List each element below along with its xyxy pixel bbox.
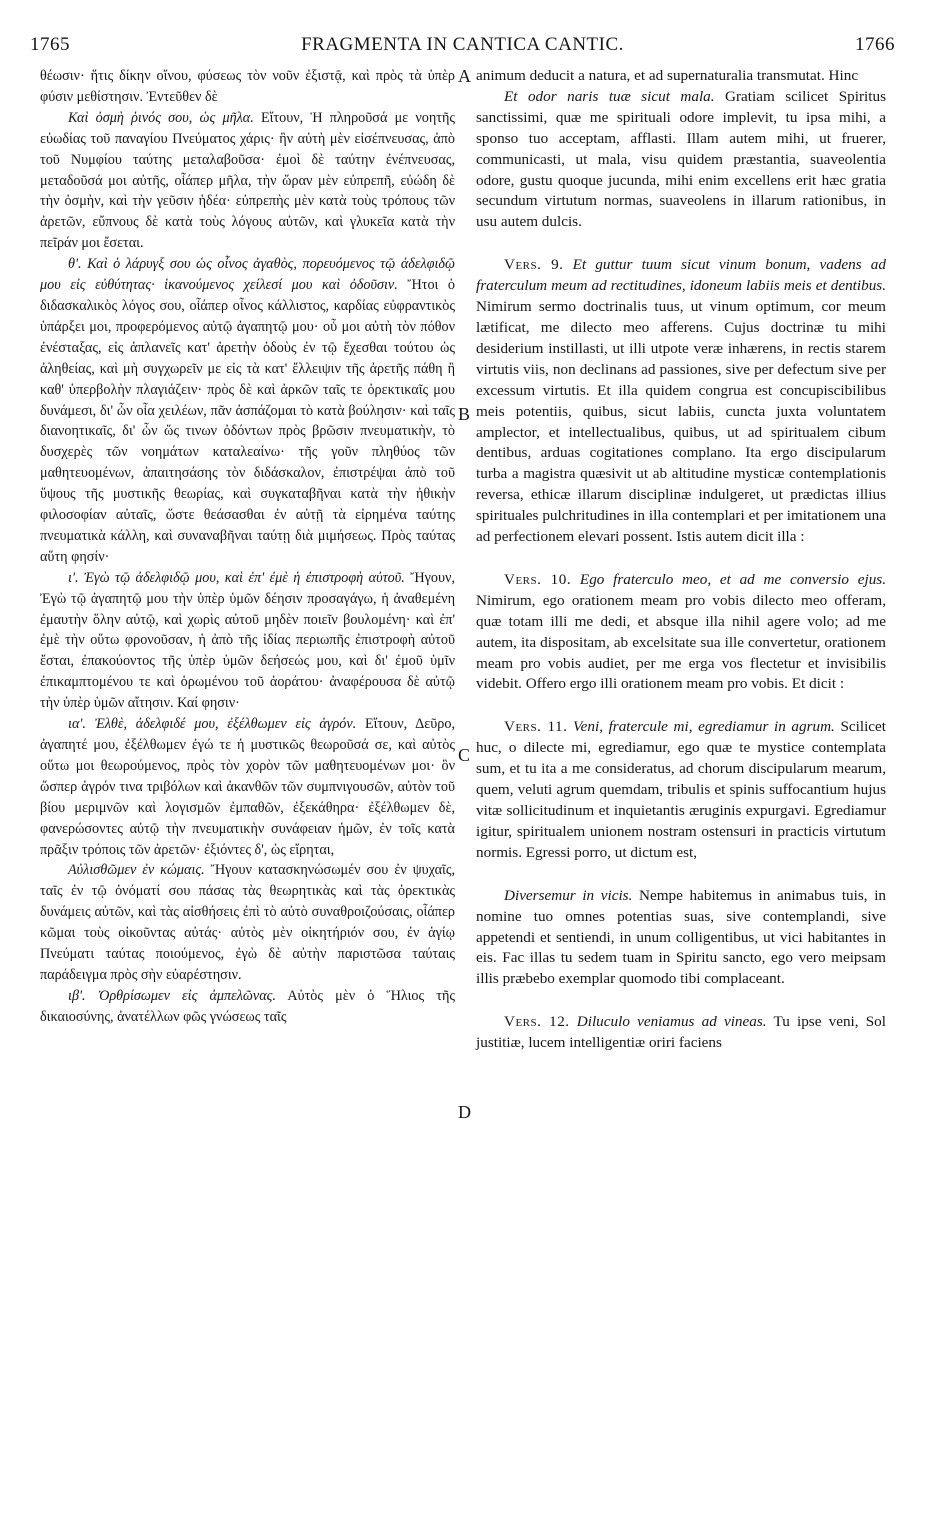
column-number-left: 1765	[30, 34, 70, 55]
section-marker-a: A	[458, 66, 471, 86]
greek-text: Εἴτουν, Ἡ πληροῦσά με νοητῆς εὐωδίας τοῦ παναγίου Πνεύματος χάρις· ἣν αὐτὴ μὲν εἰσέπνευσας, ἀπὸ τοῦ Νυμφίου ταύτης μεταλαβοῦσα· ἐμοὶ δὲ ταύτην ἐνέπνευσας, μεταδοῦσά μοι αὐτῆς, οἷάπερ μῆλα, τὴν ὥραν μὲν εὐπρεπῆ, εὐώδη δὲ τὴν ὀσμὴν, καὶ τὴν γεῦσιν ἡδέα· εὐπρεπὴς μὲν κατὰ τοὺς τρόπους τῶν ἀρετῶν, εὔπνους δὲ κατὰ τοὺς λόγους αὐτῶν, καὶ γλυκεῖα κατὰ τὴν πεῖράν μοι ἔσεται.	[40, 109, 455, 252]
greek-paragraph	[40, 860, 455, 985]
latin-text: Tu ipse veni, Sol justitiæ, lucem intelligentiæ oriri faciens	[476, 1013, 886, 1052]
greek-lemma: Αὐλισθῶμεν ἐν κώμαις.	[68, 862, 205, 879]
latin-paragraph	[476, 255, 886, 548]
latin-paragraph	[476, 886, 886, 991]
latin-column	[476, 66, 886, 1054]
greek-paragraph	[40, 568, 455, 714]
latin-verse: Et guttur tuum sicut vinum bonum, vadens ad fraterculum meum ad rectitudines, idoneum labiis meis et dentibus.	[476, 256, 886, 295]
greek-text: Ἤγουν κατασκηνώσωμέν σου ἐν ψυχαῖς, ταῖς ἐν τῷ ὀνόματί σου πάσας τὰς θεωρητικὰς καὶ τὰς ὀρεκτικὰς δυνάμεις αὐτῶν, καὶ τὰς αἰσθήσεις ἐπὶ τὸ αὐτὸ συναθροιζούσαις, οἷάπερ κῶμαι τοὺς οἰκοῦντας αὐτάς· αὐτὸς μὲν οἰκητήριόν σου, ἐν ἁγίῳ Πνεύματι ταύτας ποιούμενος, ἐγὼ δὲ αὐτὴν παριστῶσα ταύταις παράδειγμα πρὸς σὴν εὐαρέστησιν.	[40, 862, 456, 983]
greek-lemma: ι'. Ἐγὼ τῷ ἀδελφιδῷ μου, καὶ ἐπ' ἐμὲ ἡ ἐπιστροφὴ αὐτοῦ.	[68, 569, 405, 586]
greek-paragraph	[40, 66, 455, 108]
verse-label: Vers. 9.	[504, 256, 564, 274]
greek-text: Ἤγουν, Ἐγὼ τῷ ἀγαπητῷ μου τὴν ὑπὲρ ὑμῶν δέησιν προσαγάγω, ἡ ἀναθεμένη ἐμαυτὴν ὅλην αὐτῷ, καὶ χωρὶς αὐτοῦ μηδὲν ποιεῖν βουλομένη· καὶ ἐπ' ἐμὲ τὴν οὕτω φρονοῦσαν, ἡ ἀπὸ τῆς ἰδίας περιωπῆς ἐπιστροφὴ αὐτοῦ ἔσται, ἐπακούοντος τῆς ὑπὲρ ὑμῶν δεήσεώς μου, καὶ δι' ἐμοῦ ὑμῖν ἐπικαμπτομένου τε καὶ ὁρωμένου τοῦ ἀοράτου· ἀναφέρουσα δὲ αὐτῷ τὴν ὑπὲρ ὑμῶν αἴτησιν. Καί φησιν·	[40, 569, 456, 712]
greek-paragraph	[40, 254, 455, 568]
latin-verse: Ego fraterculo meo, et ad me conversio ejus.	[579, 570, 887, 588]
latin-text: Nimirum sermo doctrinalis tuus, ut vinum optimum, cor meum lætificat, me dilecto meo afferens. Cujus doctrinæ tu mihi desiderium instillasti, ut illi utpote veræ inhærens, in rectis starem virtutis viis, non declinans ad passiones, sive per defectum sive per excessum virtutis. Et illa quidem congrua est concupiscibilibus meis potentiis, quibus, sicut labiis, cuncta juxta voluntatem amplector, et intellectualibus, quibus, ut ad spiritualem cibum dentibus, arduas cogitationes complano. Ita ergo discipularum turba a magistra quæsivit ut ab altitudine mysticæ contemplationis reversa, ethicæ illarum disciplinæ indulgeret, ut prædictas illius spirituales pulchritudines in illa contemplari et per imitationem una ad perfectionem elevari possent. Istis autem dicit illa :	[476, 298, 886, 546]
verse-label: Vers. 10.	[504, 570, 572, 588]
latin-paragraph	[476, 570, 886, 695]
greek-text: Αὐτὸς μὲν ὁ Ἥλιος τῆς δικαιοσύνης, ἀνατέλλων φῶς γνώσεως ταῖς	[40, 987, 455, 1025]
greek-text: Ἤτοι ὁ διδασκαλικὸς λόγος σου, οἷάπερ οἶνος κάλλιστος, καρδίας εὐφραντικὸς ὑπάρξει μοι, προφερόμενος αὐτῷ ἀγαπητῷ μου· οὗ μοι αὐτὴ τὸν πόθον ἐνέσταξας, εἰς ἀπλανεῖς κατ' ἀρετὴν ὁδοὺς ἐν τῷ ἔχεσθαι τούτου ὡς ἀληθείας, καὶ μὴ συγχωρεῖν με εἰς τὰ κατ' ἔλλειψιν τῆς ἀρετῆς πάθη ἢ καθ' ὑπερβολὴν πλαγιάζειν· πρὸς δὲ καὶ ἀρκῶν ταῖς τε ὀρεκτικαῖς μου δυνάμεσι, δι' ὧν οἷα χειλέων, πᾶν ἀσπάζομαι τὸ κατὰ βούλησιν· καὶ ταῖς διανοητικαῖς, δι' ὧν ὥς τινων ὀδόντων πρὸς βρῶσιν πνευματικὴν, τὸ δυσχερὲς τῶν νοημάτων καταλεαίνω· τῆς γοῦν πληθύος τῶν μαθητευομένων, ἀπαιτησάσης τὸν διδάσκαλον, ἐπιστρέψαι ἀπὸ τοῦ ὕψους τῆς μυστικῆς θεωρίας, καὶ συγκαταβῆναι κατὰ τὴν ἠθικὴν φιλοσοφίαν αὐταῖς, ὥστε θεάσασθαι ἐν αὐτῇ τὰ εἰρημένα ταύτης πνευματικὰ κάλλη, καὶ συναναβῆναι ταύτῃ διὰ μιμήσεως. Πρὸς ταύτας αὕτη φησίν·	[40, 277, 455, 565]
running-title: FRAGMENTA IN CANTICA CANTIC.	[301, 34, 624, 55]
latin-text: Scilicet huc, o dilecte mi, egrediamur, ego quæ te mystice contemplata sum, et tu ita a me consideratus, ad chorum discipularum mearum, quem, veluti agrum quemdam, tribulis et spinis suffocantium hujus vitæ sollicitudinum et inquietantis æruginis expurgavi. Egrediamur igitur, spiritualem unionem nostram ostensuri in practicis virtutum normis. Egressi porro, ut dictum est,	[476, 718, 886, 861]
latin-verse: Diluculo veniamus ad vineas.	[576, 1013, 767, 1031]
latin-verse: Veni, fratercule mi, egrediamur in agrum.	[573, 718, 835, 736]
greek-paragraph	[40, 108, 455, 254]
latin-text: animum deducit a natura, et ad supernaturalia transmutat. Hinc	[476, 67, 859, 84]
latin-paragraph	[476, 87, 886, 233]
latin-verse: Diversemur in vicis.	[504, 886, 633, 904]
greek-text: θέωσιν· ἥτις δίκην οἴνου, φύσεως τὸν νοῦν ἐξιστᾷ, καὶ πρὸς τὰ ὑπὲρ φύσιν μεθίστησιν. Ἐντεῦθεν δὲ	[40, 68, 455, 105]
latin-paragraph	[476, 1012, 886, 1054]
greek-column	[40, 66, 455, 1028]
latin-paragraph	[476, 66, 886, 87]
greek-lemma: Καὶ ὀσμὴ ῥινός σου, ὡς μῆλα.	[68, 109, 254, 126]
greek-lemma: ια'. Ἐλθὲ, ἀδελφιδέ μου, ἐξέλθωμεν εἰς ἀγρόν.	[68, 716, 357, 733]
greek-paragraph	[40, 986, 455, 1028]
page-header	[30, 34, 895, 60]
verse-label: Vers. 11.	[504, 718, 568, 736]
greek-lemma: θ'. Καὶ ὁ λάρυγξ σου ὡς οἶνος ἀγαθὸς, πορευόμενος τῷ ἀδελφιδῷ μου εἰς εὐθύτητας· ἱκανούμενος χείλεσί μου καὶ ὀδοῦσιν.	[40, 256, 455, 294]
greek-paragraph	[40, 714, 455, 860]
latin-paragraph	[476, 717, 886, 863]
section-marker-d: D	[458, 1102, 471, 1122]
latin-text: Nimirum, ego orationem meam pro vobis dilecto meo offeram, quæ totam illi me dedi, et absque illa nihil agere volo; ad me autem, ita dispositam, ab excelsitate sua ille convertetur, orationem meam pro vobis audiet, per me erga vos flectetur et invisibilis videbit. Offero ergo illi orationem meam pro vobis. Et dicit :	[476, 591, 886, 693]
greek-lemma: ιβ'. Ὀρθρίσωμεν εἰς ἀμπελῶνας.	[68, 987, 276, 1004]
section-marker-b: B	[458, 404, 471, 424]
latin-verse: Et odor naris tuæ sicut mala.	[504, 87, 715, 105]
latin-text: Gratiam scilicet Spiritus sanctissimi, quæ me spirituali odore implevit, tu ipsa mihi, a sponso tuo acceptam, afflasti. Illam autem mihi, ut fruerer, communicasti, ut mala, visu quidem præstantia, suaveolentia odore, gustu quoque jucunda, mihi enim excellens erit hæc gratia secundum virtutum normas, suaveolens in illarum rationibus, in usu autem dulcis.	[476, 87, 886, 231]
section-marker-c: C	[458, 745, 471, 765]
greek-text: Εἴτουν, Δεῦρο, ἀγαπητέ μου, ἐξέλθωμεν ἐγώ τε ἡ μυστικῶς θεωροῦσά σε, καὶ αὐτὸς οὕτω μοι θεωρούμενος, πρὸς τὸν χορὸν τῶν μαθητευομένων μοι· ὃν ὥσπερ ἀγρόν τινα τριβόλων καὶ ἀκανθῶν τῶν συμπνιγουσῶν, αὐτὸν τοῦ βίου μεριμνῶν καὶ λογισμῶν ἐμπαθῶν, ἐξεκάθηρα· ἐξέλθωμεν δὲ, φανερώσοντες αὐτῷ τὴν πνευματικὴν συνάφειαν ἡμῶν, ἐν τοῖς κατὰ πρᾶξιν τρόποις τῶν ἀρετῶν· ἐξιόντες δ', ὡς εἴρηται,	[40, 716, 455, 858]
column-number-right: 1766	[855, 34, 895, 55]
verse-label: Vers. 12.	[504, 1013, 570, 1031]
latin-text: Nempe habitemus in animabus tuis, in nomine tuo omnes potentias suas, sive contemplandi, sive appetendi et sentiendi, in unum colligentibus, ut vici habitantes in eis. Fac illas tu sedem tuam in Spiritu sancto, ego vero meipsam illis præbebo exemplar quomodo tibi complaceant.	[476, 886, 887, 988]
